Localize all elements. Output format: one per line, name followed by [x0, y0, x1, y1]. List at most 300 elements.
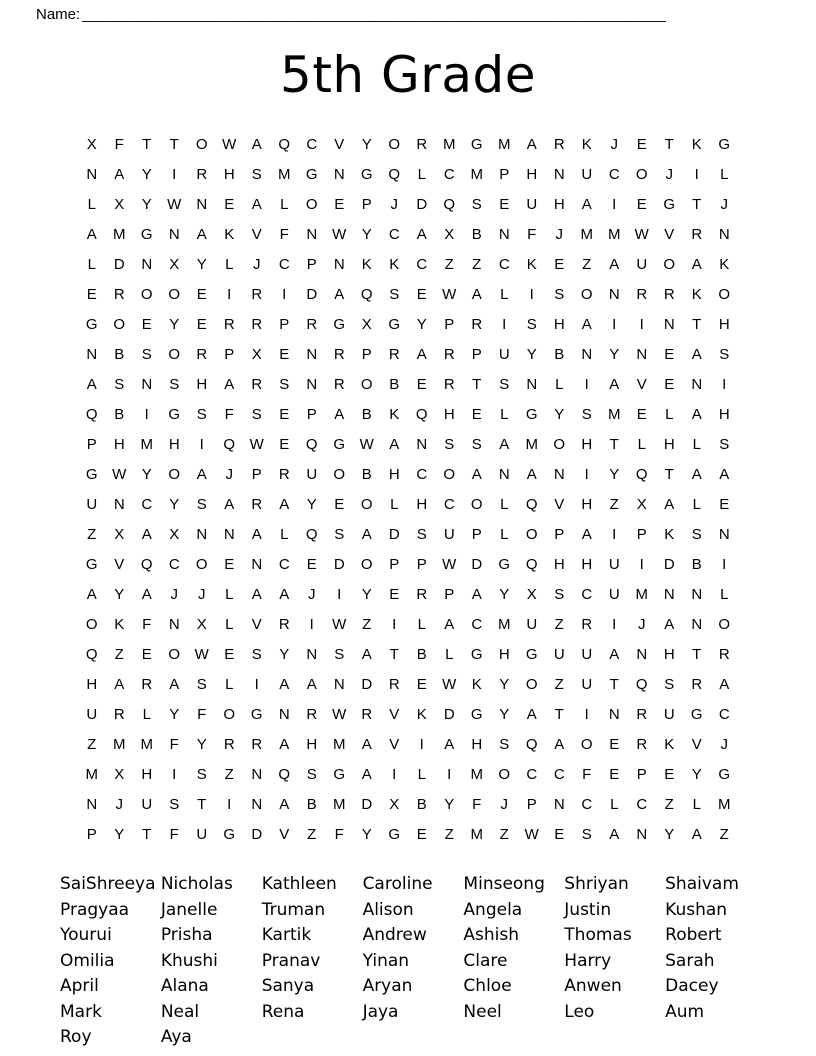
grid-cell: R: [443, 376, 455, 393]
grid-cell: Y: [361, 826, 372, 843]
grid-cell: N: [251, 766, 263, 783]
grid-cell: U: [663, 706, 675, 723]
grid-cell: X: [389, 796, 400, 813]
grid-cell: A: [361, 736, 372, 753]
grid-cell: M: [470, 166, 483, 183]
name-blank-line: ______________________________________________________________________: [82, 6, 667, 23]
grid-cell: O: [305, 196, 318, 213]
grid-cell: M: [443, 136, 456, 153]
grid-cell: U: [86, 706, 98, 723]
grid-cell: L: [417, 166, 426, 183]
word-list-item: Janelle: [160, 899, 218, 920]
grid-cell: A: [609, 376, 620, 393]
grid-cell: S: [169, 796, 180, 813]
grid-cell: N: [608, 286, 620, 303]
grid-cell: A: [609, 256, 620, 273]
grid-cell: L: [445, 646, 454, 663]
grid-cell: N: [86, 346, 98, 363]
grid-cell: P: [86, 826, 97, 843]
grid-cell: A: [306, 676, 317, 693]
grid-cell: Y: [114, 826, 125, 843]
grid-cell: N: [333, 256, 345, 273]
word-list-item: April: [60, 976, 99, 996]
word-list-item: Pragyaa: [60, 899, 130, 920]
word-list-item: Chloe: [463, 976, 512, 996]
grid-cell: E: [224, 646, 235, 663]
grid-cell: E: [416, 376, 427, 393]
grid-cell: F: [582, 766, 592, 783]
grid-cell: A: [691, 466, 702, 483]
grid-cell: A: [279, 796, 290, 813]
grid-cell: I: [447, 766, 452, 783]
word-list-item: Pranav: [261, 950, 321, 971]
grid-cell: C: [388, 226, 400, 243]
grid-cell: M: [470, 826, 483, 843]
grid-cell: I: [612, 616, 617, 633]
grid-cell: A: [114, 676, 125, 693]
grid-cell: E: [609, 766, 620, 783]
grid-cell: H: [498, 646, 510, 663]
grid-cell: H: [581, 436, 593, 453]
word-list-item: Yinan: [362, 950, 410, 971]
grid-cell: B: [306, 796, 317, 813]
word-list-column: [564, 872, 665, 1051]
grid-cell: O: [168, 286, 181, 303]
grid-cell: E: [554, 826, 565, 843]
grid-cell: R: [636, 286, 648, 303]
grid-cell: J: [500, 796, 508, 813]
grid-cell: H: [141, 766, 153, 783]
grid-cell: S: [141, 346, 152, 363]
grid-cell: Q: [388, 166, 401, 183]
grid-cell: S: [196, 676, 207, 693]
grid-cell: P: [416, 556, 427, 573]
word-list-item: Ashish: [463, 925, 520, 945]
grid-cell: A: [609, 646, 620, 663]
grid-cell: A: [141, 586, 152, 603]
grid-cell: C: [278, 556, 290, 573]
grid-cell: Y: [114, 586, 125, 603]
grid-cell: H: [581, 556, 593, 573]
grid-cell: W: [332, 706, 347, 723]
grid-cell: L: [87, 196, 96, 213]
grid-cell: N: [416, 436, 428, 453]
grid-cell: N: [306, 226, 318, 243]
word-list-item: Prisha: [160, 925, 213, 945]
grid-cell: G: [470, 706, 483, 723]
word-list-item: Shaivam: [665, 874, 739, 894]
grid-cell: Y: [361, 586, 372, 603]
word-list-item: Neal: [160, 1001, 200, 1022]
grid-cell: B: [416, 796, 427, 813]
grid-cell: L: [500, 286, 509, 303]
word-list-column: [161, 872, 262, 1051]
word-list-item: Truman: [261, 899, 326, 920]
grid-cell: W: [442, 286, 457, 303]
grid-cell: X: [361, 316, 372, 333]
grid-cell: U: [306, 466, 318, 483]
grid-cell: M: [608, 226, 621, 243]
grid-cell: V: [389, 706, 400, 723]
grid-cell: G: [525, 646, 538, 663]
grid-cell: R: [388, 676, 400, 693]
grid-cell: I: [144, 406, 149, 423]
grid-cell: T: [692, 316, 702, 333]
grid-cell: K: [581, 136, 592, 153]
grid-cell: G: [388, 316, 401, 333]
word-list-item: Anwen: [564, 976, 622, 996]
grid-cell: T: [197, 796, 207, 813]
grid-cell: O: [470, 496, 483, 513]
grid-cell: A: [581, 196, 592, 213]
grid-cell: M: [525, 436, 538, 453]
grid-cell: L: [417, 616, 426, 633]
grid-cell: Z: [87, 526, 97, 543]
grid-cell: C: [416, 466, 428, 483]
grid-cell: N: [306, 646, 318, 663]
word-list-item: Neel: [463, 1001, 502, 1022]
grid-cell: S: [719, 436, 730, 453]
grid-cell: N: [168, 226, 180, 243]
word-list-item: Leo: [564, 1001, 595, 1022]
grid-cell: A: [361, 526, 372, 543]
grid-cell: K: [691, 136, 702, 153]
grid-cell: Y: [609, 466, 620, 483]
grid-cell: R: [196, 346, 208, 363]
grid-cell: L: [665, 406, 674, 423]
grid-cell: A: [361, 766, 372, 783]
grid-cell: A: [86, 376, 97, 393]
word-list-item: Yourui: [60, 925, 112, 945]
word-list-item: Sarah: [665, 950, 715, 971]
grid-cell: H: [196, 376, 208, 393]
grid-cell: N: [636, 826, 648, 843]
grid-cell: L: [142, 706, 151, 723]
grid-cell: A: [334, 286, 345, 303]
grid-cell: K: [389, 406, 400, 423]
grid-cell: P: [526, 796, 537, 813]
grid-cell: A: [664, 496, 675, 513]
grid-cell: D: [663, 556, 675, 573]
grid-cell: C: [608, 166, 620, 183]
grid-cell: N: [141, 376, 153, 393]
grid-cell: N: [196, 196, 208, 213]
grid-cell: O: [360, 376, 373, 393]
grid-cell: A: [279, 676, 290, 693]
word-list-item: Aum: [665, 1001, 705, 1022]
grid-cell: P: [471, 526, 482, 543]
grid-cell: Z: [444, 826, 454, 843]
grid-cell: O: [168, 346, 181, 363]
grid-cell: O: [168, 466, 181, 483]
grid-cell: B: [361, 466, 372, 483]
grid-cell: O: [223, 706, 236, 723]
grid-cell: K: [691, 286, 702, 303]
grid-cell: H: [553, 316, 565, 333]
grid-cell: N: [251, 796, 263, 813]
grid-cell: A: [169, 676, 180, 693]
word-list-column: [363, 872, 464, 1051]
grid-cell: S: [499, 376, 510, 393]
grid-cell: H: [718, 316, 730, 333]
grid-cell: H: [553, 556, 565, 573]
grid-cell: A: [251, 196, 262, 213]
grid-cell: W: [442, 556, 457, 573]
grid-cell: A: [691, 826, 702, 843]
grid-cell: D: [361, 796, 373, 813]
grid-cell: A: [471, 286, 482, 303]
grid-cell: N: [608, 706, 620, 723]
grid-cell: A: [224, 376, 235, 393]
grid-cell: L: [610, 796, 619, 813]
grid-cell: Y: [169, 496, 180, 513]
grid-cell: A: [664, 616, 675, 633]
grid-cell: N: [691, 616, 703, 633]
grid-cell: E: [224, 556, 235, 573]
grid-cell: M: [140, 436, 153, 453]
grid-cell: N: [691, 376, 703, 393]
grid-cell: E: [664, 766, 675, 783]
grid-cell: K: [114, 616, 125, 633]
grid-cell: Z: [664, 796, 674, 813]
grid-cell: T: [389, 646, 399, 663]
grid-cell: L: [225, 676, 234, 693]
grid-cell: H: [416, 496, 428, 513]
grid-cell: C: [168, 556, 180, 573]
grid-cell: B: [471, 226, 482, 243]
grid-cell: Q: [278, 766, 291, 783]
grid-cell: A: [691, 346, 702, 363]
grid-cell: N: [553, 796, 565, 813]
grid-cell: L: [637, 436, 646, 453]
grid-cell: E: [636, 196, 647, 213]
grid-cell: P: [389, 556, 400, 573]
grid-cell: E: [141, 316, 152, 333]
grid-cell: B: [691, 556, 702, 573]
grid-cell: Y: [306, 496, 317, 513]
grid-cell: U: [581, 646, 593, 663]
grid-cell: O: [85, 616, 98, 633]
grid-cell: N: [333, 676, 345, 693]
grid-cell: A: [581, 316, 592, 333]
grid-cell: M: [635, 586, 648, 603]
grid-cell: U: [141, 796, 153, 813]
grid-cell: E: [416, 286, 427, 303]
grid-cell: L: [225, 616, 234, 633]
grid-cell: T: [692, 646, 702, 663]
grid-cell: D: [251, 826, 263, 843]
grid-cell: J: [720, 736, 728, 753]
grid-cell: O: [635, 166, 648, 183]
grid-cell: L: [280, 526, 289, 543]
grid-cell: X: [169, 256, 180, 273]
grid-cell: W: [332, 226, 347, 243]
grid-cell: E: [664, 376, 675, 393]
grid-cell: E: [279, 406, 290, 423]
grid-cell: T: [472, 376, 482, 393]
grid-cell: E: [636, 136, 647, 153]
grid-cell: G: [498, 556, 511, 573]
grid-cell: Z: [362, 616, 372, 633]
grid-cell: Q: [85, 406, 98, 423]
word-list-item: Angela: [463, 899, 523, 920]
grid-cell: H: [581, 496, 593, 513]
grid-cell: L: [720, 586, 729, 603]
grid-cell: Q: [525, 556, 538, 573]
grid-cell: S: [279, 376, 290, 393]
word-list-item: Alison: [362, 899, 414, 920]
grid-cell: P: [444, 586, 455, 603]
grid-cell: S: [251, 646, 262, 663]
grid-cell: E: [636, 406, 647, 423]
grid-cell: O: [525, 526, 538, 543]
grid-cell: I: [392, 766, 397, 783]
grid-cell: G: [85, 556, 98, 573]
word-list-item: Dacey: [665, 976, 719, 996]
grid-cell: R: [361, 706, 373, 723]
grid-cell: R: [278, 616, 290, 633]
grid-cell: V: [114, 556, 125, 573]
grid-cell: K: [526, 256, 537, 273]
grid-cell: Q: [278, 136, 291, 153]
grid-cell: J: [555, 226, 563, 243]
word-list-item: Caroline: [362, 874, 433, 894]
grid-cell: O: [580, 286, 593, 303]
word-list-item: Aya: [160, 1027, 192, 1047]
grid-cell: D: [113, 256, 125, 273]
name-row: [0, 0, 816, 24]
word-list-item: Andrew: [362, 925, 427, 945]
word-list-item: Sanya: [261, 976, 315, 996]
grid-cell: H: [443, 406, 455, 423]
grid-cell: S: [334, 646, 345, 663]
grid-cell: P: [86, 436, 97, 453]
grid-cell: U: [608, 586, 620, 603]
grid-cell: J: [198, 586, 206, 603]
grid-cell: X: [444, 226, 455, 243]
grid-cell: R: [636, 706, 648, 723]
grid-cell: Y: [609, 346, 620, 363]
grid-cell: W: [249, 436, 264, 453]
grid-cell: I: [612, 316, 617, 333]
grid-cell: H: [86, 676, 98, 693]
grid-cell: G: [470, 136, 483, 153]
grid-cell: D: [361, 676, 373, 693]
grid-cell: F: [334, 826, 344, 843]
grid-cell: Q: [635, 466, 648, 483]
grid-cell: G: [333, 316, 346, 333]
grid-cell: I: [639, 316, 644, 333]
grid-cell: F: [224, 406, 234, 423]
grid-cell: Y: [691, 766, 702, 783]
grid-cell: R: [113, 706, 125, 723]
grid-cell: N: [663, 316, 675, 333]
grid-cell: G: [223, 826, 236, 843]
grid-cell: P: [361, 196, 372, 213]
grid-cell: S: [251, 406, 262, 423]
grid-cell: K: [664, 526, 675, 543]
word-list-item: Clare: [463, 950, 508, 971]
grid-cell: R: [196, 166, 208, 183]
grid-cell: E: [279, 346, 290, 363]
grid-cell: R: [581, 616, 593, 633]
grid-cell: C: [581, 586, 593, 603]
word-list-item: Kartik: [261, 925, 312, 945]
grid-cell: L: [390, 496, 399, 513]
grid-cell: A: [224, 496, 235, 513]
grid-cell: A: [251, 586, 262, 603]
grid-cell: G: [360, 166, 373, 183]
word-list-item: Aryan: [362, 976, 413, 996]
grid-cell: N: [196, 526, 208, 543]
grid-cell: N: [718, 226, 730, 243]
grid-cell: N: [251, 556, 263, 573]
grid-cell: W: [167, 196, 182, 213]
grid-cell: R: [636, 736, 648, 753]
grid-cell: Q: [443, 196, 456, 213]
grid-cell: T: [664, 466, 674, 483]
grid-cell: T: [692, 196, 702, 213]
grid-cell: L: [692, 436, 701, 453]
grid-cell: M: [498, 136, 511, 153]
grid-cell: S: [471, 196, 482, 213]
grid-cell: G: [305, 166, 318, 183]
grid-cell: N: [306, 346, 318, 363]
grid-cell: L: [280, 196, 289, 213]
grid-cell: Y: [664, 826, 675, 843]
grid-cell: C: [553, 766, 565, 783]
grid-cell: M: [140, 736, 153, 753]
grid-cell: J: [610, 136, 618, 153]
grid-cell: I: [227, 796, 232, 813]
grid-cell: U: [526, 196, 538, 213]
grid-cell: J: [225, 466, 233, 483]
grid-cell: O: [388, 136, 401, 153]
grid-cell: L: [720, 166, 729, 183]
grid-cell: H: [306, 736, 318, 753]
grid-cell: N: [526, 376, 538, 393]
grid-cell: I: [172, 766, 177, 783]
grid-cell: W: [634, 226, 649, 243]
grid-cell: R: [691, 226, 703, 243]
grid-cell: R: [416, 586, 428, 603]
word-list-column: [262, 872, 363, 1051]
grid-cell: N: [498, 466, 510, 483]
word-list-item: Jaya: [362, 1001, 399, 1022]
grid-cell: O: [195, 556, 208, 573]
grid-cell: R: [223, 736, 235, 753]
word-list-item: Shriyan: [564, 874, 629, 894]
grid-cell: Z: [582, 256, 592, 273]
grid-cell: V: [251, 616, 262, 633]
grid-cell: S: [554, 286, 565, 303]
grid-cell: U: [196, 826, 208, 843]
grid-cell: A: [86, 226, 97, 243]
grid-cell: V: [636, 376, 647, 393]
grid-cell: L: [555, 376, 564, 393]
grid-cell: Y: [416, 316, 427, 333]
grid-cell: U: [581, 676, 593, 693]
grid-cell: G: [140, 226, 153, 243]
grid-cell: I: [419, 736, 424, 753]
grid-cell: H: [113, 436, 125, 453]
grid-cell: Q: [85, 646, 98, 663]
grid-cell: N: [498, 226, 510, 243]
grid-cell: S: [334, 526, 345, 543]
grid-cell: K: [416, 706, 427, 723]
grid-cell: N: [333, 166, 345, 183]
grid-cell: R: [141, 676, 153, 693]
